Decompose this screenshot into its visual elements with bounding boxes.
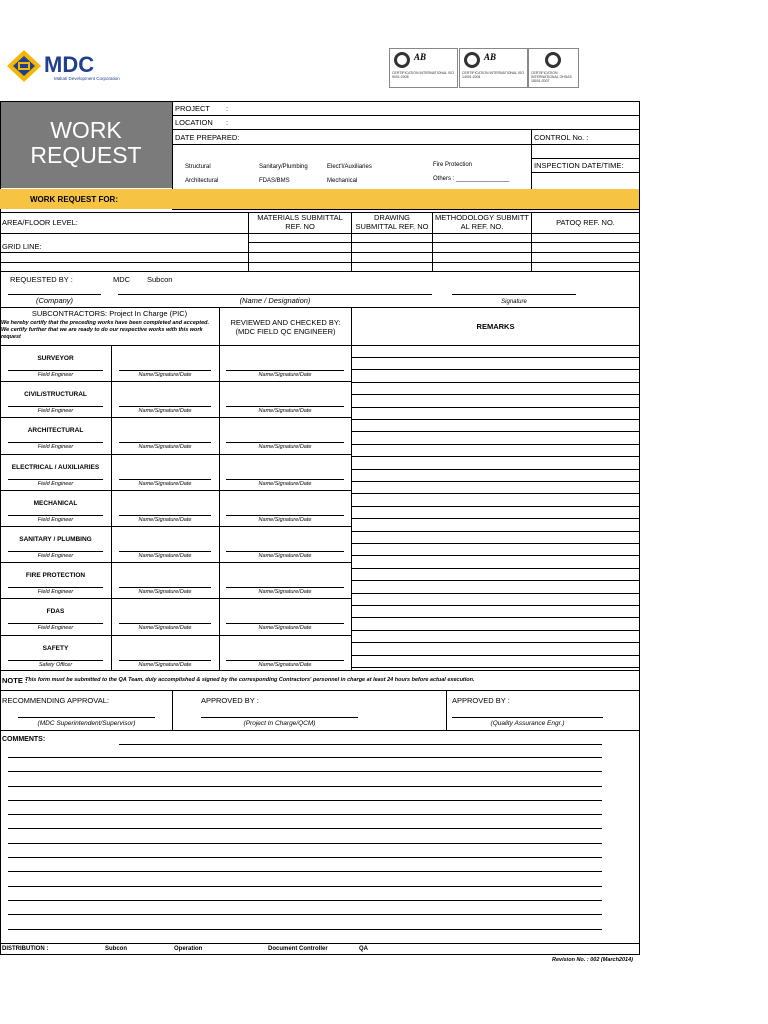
approved-by-label: APPROVED BY : — [452, 696, 510, 705]
approved-by-caption: (Quality Assurance Engr.) — [490, 720, 565, 727]
comment-line — [8, 929, 602, 930]
revision-number: Revision No. : 002 (March2014) — [552, 957, 634, 963]
remarks-line — [351, 357, 640, 358]
comment-line — [8, 828, 602, 829]
discipline-name: SANITARY / PLUMBING — [19, 536, 92, 543]
discipline-fdas-bms: FDAS/BMS — [259, 178, 290, 184]
signatory-role: Field Engineer — [37, 372, 74, 378]
distribution-label: DISTRIBUTION : — [2, 946, 49, 952]
certification-ring-icon — [394, 52, 410, 68]
remarks-line — [351, 481, 640, 482]
remarks-line — [351, 555, 640, 556]
signatory-role: Field Engineer — [37, 625, 74, 631]
name-signature-date-caption: Name/Signature/Date — [258, 553, 312, 559]
comment-line — [8, 886, 602, 887]
logo-subtitle: Makati Development Corporation — [54, 76, 120, 81]
control-no-label: CONTROL No. : — [534, 133, 589, 142]
name-signature-date-caption: Name/Signature/Date — [138, 408, 192, 414]
certification-ring-icon — [545, 52, 561, 68]
name-signature-date-caption: Name/Signature/Date — [138, 553, 192, 559]
comment-line — [8, 843, 602, 844]
date-prepared-label: DATE PREPARED: — [175, 133, 240, 142]
location-colon: : — [226, 118, 229, 127]
remarks-line — [351, 543, 640, 544]
discipline-name: CIVIL/STRUCTURAL — [24, 391, 87, 398]
requested-by-mdc: MDC — [113, 275, 131, 284]
remarks-line — [351, 407, 640, 408]
methodology-header: METHODOLOGY SUBMITT AL REF. NO. — [434, 213, 530, 231]
inspection-datetime-label: INSPECTION DATE/TIME: — [534, 161, 624, 170]
drawing-submittal-header: DRAWING SUBMITTAL REF. NO — [355, 213, 429, 231]
comment-line — [8, 800, 602, 801]
comment-line — [8, 814, 602, 815]
remarks-line — [351, 493, 640, 494]
remarks-line — [351, 655, 640, 656]
remarks-line — [351, 531, 640, 532]
signatory-role: Field Engineer — [37, 408, 74, 414]
name-signature-date-caption: Name/Signature/Date — [138, 517, 192, 523]
comments-label: COMMENTS: — [2, 736, 46, 743]
remarks-line — [351, 369, 640, 370]
area-floor-level-label: AREA/FLOOR LEVEL: — [2, 218, 78, 227]
certification-ring-icon — [464, 52, 480, 68]
requested-by-subcon: Subcon — [147, 275, 173, 284]
recommending-approval-label: RECOMMENDING APPROVAL: — [2, 696, 109, 705]
remarks-line — [351, 568, 640, 569]
logo-text: MDC — [44, 52, 95, 77]
discipline-name: MECHANICAL — [33, 500, 78, 507]
name-signature-date-caption: Name/Signature/Date — [138, 625, 192, 631]
recommending-caption: (MDC Superintendent/Supervisor) — [37, 720, 136, 727]
name-signature-date-caption: Name/Signature/Date — [258, 517, 312, 523]
remarks-line — [351, 605, 640, 606]
remarks-line — [351, 456, 640, 457]
comment-line — [8, 771, 602, 772]
discipline-mechanical: Mechanical — [327, 178, 358, 184]
distribution-item: Operation — [174, 946, 203, 952]
distribution-item: QA — [359, 946, 368, 952]
remarks-line — [351, 419, 640, 420]
remarks-line — [351, 593, 640, 594]
note-text: This form must be submitted to the QA Team, duly accomplished & signed by the corresponding Contractors' personnel in charge at least 24 hours before actual execution. — [25, 677, 475, 683]
project-label: PROJECT — [175, 104, 211, 113]
remarks-line — [351, 642, 640, 643]
discipline-name: SURVEYOR — [37, 355, 74, 362]
remarks-line — [351, 617, 640, 618]
name-signature-date-caption: Name/Signature/Date — [258, 408, 312, 414]
name-signature-date-caption: Name/Signature/Date — [138, 444, 192, 450]
remarks-line — [351, 469, 640, 470]
remarks-line — [351, 667, 640, 668]
discipline-name: ELECTRICAL / AUXILIARIES — [11, 464, 100, 471]
discipline-name: SAFETY — [42, 645, 69, 652]
work-request-for-label: WORK REQUEST FOR: — [30, 195, 118, 204]
remarks-line — [351, 431, 640, 432]
patoq-ref-header: PATOQ REF. NO. — [556, 218, 615, 227]
remarks-line — [351, 394, 640, 395]
certification-badge: CERTIFICATION INTERNATIONAL OHSAS 18001:2007 — [528, 48, 579, 88]
comment-line — [8, 786, 602, 787]
requested-by-label: REQUESTED BY : — [10, 275, 73, 284]
comment-line — [8, 914, 602, 915]
note-label: NOTE : — [2, 676, 28, 685]
comment-line — [8, 871, 602, 872]
name-signature-date-caption: Name/Signature/Date — [258, 444, 312, 450]
remarks-line — [351, 580, 640, 581]
approved-by-label: APPROVED BY : — [201, 696, 259, 705]
signatory-role: Field Engineer — [37, 589, 74, 595]
name-signature-date-caption: Name/Signature/Date — [258, 625, 312, 631]
company-caption: (Company) — [35, 296, 74, 305]
signature-caption: Signature — [501, 299, 527, 305]
name-signature-date-caption: Name/Signature/Date — [138, 481, 192, 487]
remarks-line — [351, 382, 640, 383]
name-signature-date-caption: Name/Signature/Date — [138, 589, 192, 595]
discipline-name: FDAS — [46, 608, 65, 615]
signatory-role: Field Engineer — [37, 517, 74, 523]
name-signature-date-caption: Name/Signature/Date — [258, 481, 312, 487]
subcontractors-header: SUBCONTRACTORS: Project In Charge (PIC) — [31, 309, 188, 318]
discipline-name: FIRE PROTECTION — [25, 572, 86, 579]
comment-line — [8, 857, 602, 858]
grid-line-label: GRID LINE: — [2, 242, 42, 251]
comment-line — [8, 900, 602, 901]
discipline-electrical-auxiliaries: Elect'l/Auxiliaries — [327, 164, 372, 170]
discipline-others: Others : ________________ — [433, 176, 510, 182]
approved-by-caption: (Project In Charge/QCM) — [243, 720, 316, 727]
certification-badge: AB CERTIFICATION INTERNATIONAL ISO 14001:2004 — [459, 48, 528, 88]
name-signature-date-caption: Name/Signature/Date — [258, 372, 312, 378]
name-signature-date-caption: Name/Signature/Date — [138, 372, 192, 378]
reviewed-checked-header: REVIEWED AND CHECKED BY: (MDC FIELD QC ENGINEER) — [230, 318, 341, 336]
mdc-logo-icon — [6, 49, 42, 83]
materials-submittal-header: MATERIALS SUBMITTAL REF. NO — [257, 213, 343, 231]
comment-line — [8, 757, 602, 758]
signatory-role: Field Engineer — [37, 481, 74, 487]
certification-badge: AB CERTIFICATION INTERNATIONAL ISO 9001:2008 — [389, 48, 458, 88]
remarks-line — [351, 630, 640, 631]
name-signature-date-caption: Name/Signature/Date — [258, 662, 312, 668]
name-signature-date-caption: Name/Signature/Date — [138, 662, 192, 668]
remarks-line — [351, 444, 640, 445]
discipline-architectural: Architectural — [185, 178, 219, 184]
signatory-role: Safety Officer — [38, 662, 73, 668]
project-colon: : — [226, 104, 229, 113]
name-designation-caption: (Name / Designation) — [239, 296, 311, 305]
certify-text: We hereby certify that the preceding works have been completed and accepted. We certify further that we are ready to do our respective works with this work request — [1, 320, 210, 340]
discipline-sanitary-plumbing: Sanitary/Plumbing — [259, 164, 308, 170]
name-signature-date-caption: Name/Signature/Date — [258, 589, 312, 595]
discipline-fire-protection: Fire Protection — [433, 162, 473, 168]
distribution-item: Document Controller — [268, 946, 328, 952]
form-title: WORK REQUEST — [30, 117, 142, 168]
remarks-header: REMARKS — [476, 322, 515, 331]
remarks-line — [351, 518, 640, 519]
discipline-name: ARCHITECTURAL — [27, 427, 84, 434]
discipline-structural: Structural — [185, 164, 211, 170]
signatory-role: Field Engineer — [37, 444, 74, 450]
signatory-role: Field Engineer — [37, 553, 74, 559]
remarks-line — [351, 506, 640, 507]
distribution-item: Subcon — [105, 946, 127, 952]
location-label: LOCATION — [175, 118, 213, 127]
